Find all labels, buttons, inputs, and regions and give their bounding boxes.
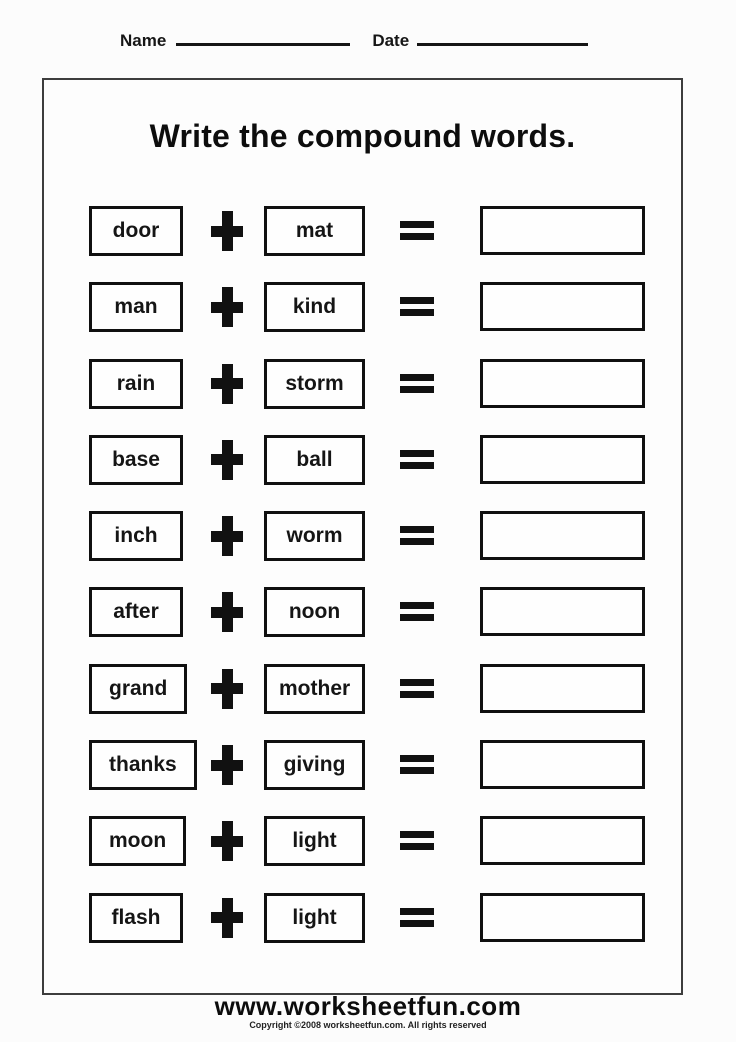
equals-icon — [400, 755, 434, 774]
equals-icon — [400, 908, 434, 927]
word1-box — [89, 359, 183, 409]
word2-box — [264, 740, 365, 790]
word2-box — [264, 435, 365, 485]
word1-box — [89, 816, 186, 866]
equals-bar-top — [400, 679, 434, 686]
word2-box — [264, 664, 365, 714]
date-blank-line[interactable] — [417, 31, 588, 46]
equals-bar-bottom — [400, 767, 434, 774]
word1-box — [89, 435, 183, 485]
word1-box — [89, 587, 183, 637]
equals-bar-bottom — [400, 233, 434, 240]
plus-icon — [211, 364, 243, 404]
compound-word-row — [44, 664, 681, 714]
plus-icon — [211, 516, 243, 556]
compound-word-row — [44, 816, 681, 866]
plus-icon — [211, 898, 243, 938]
word2-box — [264, 893, 365, 943]
word1-label: door — [112, 219, 160, 242]
equals-icon — [400, 374, 434, 393]
answer-input-box[interactable] — [480, 816, 645, 865]
word1-label: rain — [116, 371, 156, 395]
name-label: Name — [120, 31, 167, 50]
equals-bar-bottom — [400, 538, 434, 545]
copyright-text: Copyright ©2008 worksheetfun.com. All rights reserved — [249, 1020, 487, 1030]
equals-icon — [400, 679, 434, 698]
equals-bar-bottom — [400, 309, 434, 316]
plus-icon — [211, 592, 243, 632]
answer-input-box[interactable] — [480, 359, 645, 408]
equals-bar-bottom — [400, 386, 434, 393]
word2-box — [264, 206, 365, 256]
date-label: Date — [372, 31, 410, 50]
compound-word-row — [44, 435, 681, 485]
word2-box — [264, 816, 365, 866]
word1-label: after — [113, 600, 159, 624]
equals-bar-top — [400, 374, 434, 381]
word2-label: worm — [286, 524, 343, 548]
word2-label: light — [292, 905, 337, 929]
footer — [0, 992, 736, 1031]
answer-input-box[interactable] — [480, 664, 645, 713]
plus-icon — [211, 669, 243, 709]
word1-label: grand — [109, 676, 168, 700]
equals-bar-bottom — [400, 614, 434, 621]
word2-label: giving — [283, 753, 346, 777]
plus-icon — [211, 287, 243, 327]
word2-box — [264, 511, 365, 561]
word2-label: noon — [288, 600, 341, 624]
equals-bar-bottom — [400, 691, 434, 698]
word2-box — [264, 359, 365, 409]
answer-input-box[interactable] — [480, 282, 645, 331]
name-date-header — [120, 31, 588, 51]
name-blank-line[interactable] — [176, 31, 350, 46]
word1-box — [89, 282, 183, 332]
answer-input-box[interactable] — [480, 435, 645, 484]
word1-label: flash — [111, 905, 161, 929]
equals-icon — [400, 526, 434, 545]
plus-icon — [211, 745, 243, 785]
compound-word-row — [44, 206, 681, 256]
equals-bar-bottom — [400, 462, 434, 469]
answer-input-box[interactable] — [480, 587, 645, 636]
compound-word-row — [44, 282, 681, 332]
word1-box — [89, 740, 197, 790]
word2-box — [264, 587, 365, 637]
word2-label: storm — [285, 371, 344, 395]
word2-label: ball — [296, 447, 333, 471]
answer-input-box[interactable] — [480, 740, 645, 789]
plus-icon — [211, 821, 243, 861]
word1-label: thanks — [109, 753, 177, 777]
equals-bar-top — [400, 831, 434, 838]
equals-bar-top — [400, 221, 434, 228]
word1-label: inch — [114, 524, 158, 548]
equals-bar-bottom — [400, 843, 434, 850]
word1-box — [89, 511, 183, 561]
word2-label: mat — [295, 219, 334, 242]
word2-label: light — [292, 829, 337, 853]
word2-label: mother — [279, 676, 351, 700]
website-url: www.worksheetfun.com — [214, 991, 522, 1021]
equals-bar-top — [400, 526, 434, 533]
rows-container — [44, 206, 681, 943]
compound-word-row — [44, 359, 681, 409]
equals-bar-top — [400, 755, 434, 762]
compound-word-row — [44, 740, 681, 790]
compound-word-row — [44, 893, 681, 943]
word1-label: base — [112, 447, 160, 471]
answer-input-box[interactable] — [480, 206, 645, 255]
plus-icon — [211, 211, 243, 251]
equals-bar-top — [400, 450, 434, 457]
page-title: Write the compound words. — [149, 118, 576, 154]
answer-input-box[interactable] — [480, 511, 645, 560]
equals-bar-top — [400, 297, 434, 304]
compound-word-row — [44, 511, 681, 561]
equals-icon — [400, 450, 434, 469]
word1-label: moon — [109, 829, 167, 853]
plus-icon — [211, 440, 243, 480]
answer-input-box[interactable] — [480, 893, 645, 942]
word1-box — [89, 893, 183, 943]
word1-label: man — [114, 295, 158, 319]
compound-word-row — [44, 587, 681, 637]
equals-icon — [400, 221, 434, 240]
equals-bar-top — [400, 908, 434, 915]
equals-icon — [400, 831, 434, 850]
equals-icon — [400, 602, 434, 621]
word2-label: kind — [292, 295, 337, 319]
worksheet-frame — [42, 78, 683, 995]
word2-box — [264, 282, 365, 332]
equals-bar-top — [400, 602, 434, 609]
equals-icon — [400, 297, 434, 316]
equals-bar-bottom — [400, 920, 434, 927]
word1-box — [89, 664, 187, 714]
word1-box — [89, 206, 183, 256]
